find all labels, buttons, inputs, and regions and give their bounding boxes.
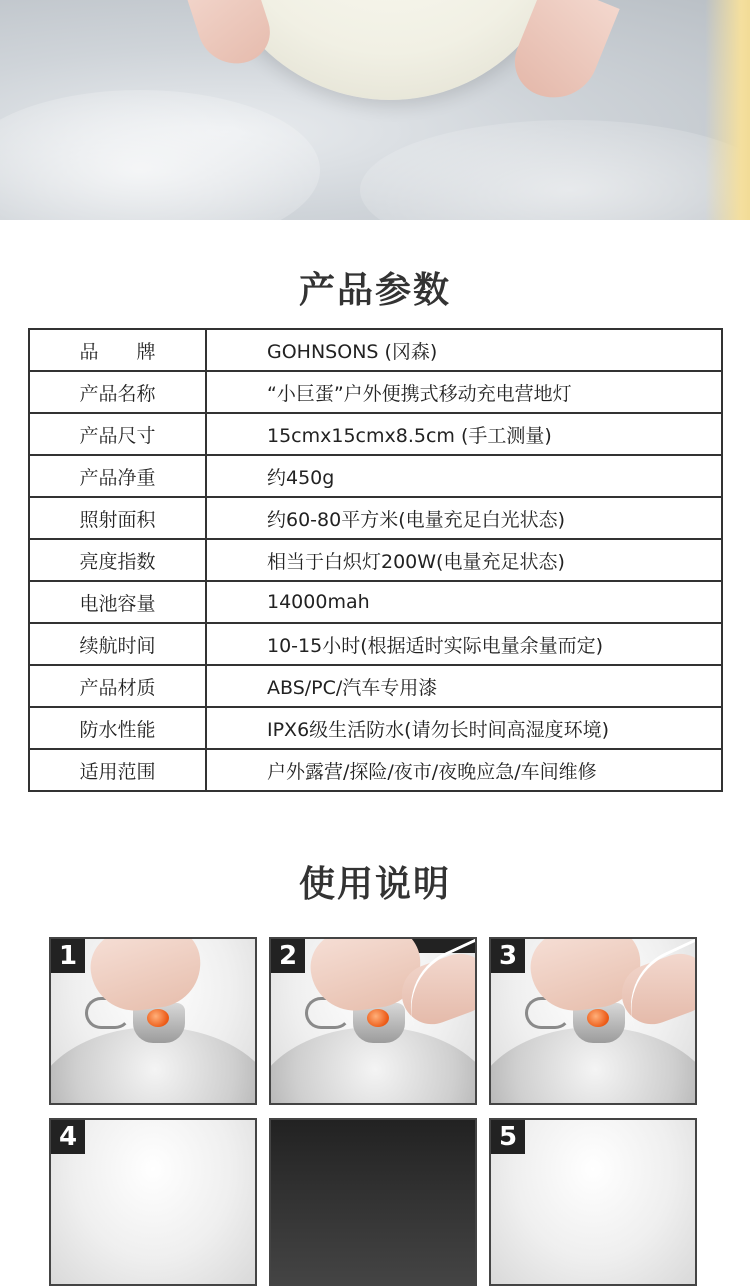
spec-row — [29, 539, 722, 581]
spec-row — [29, 749, 722, 791]
spec-key: 适用范围 — [29, 749, 206, 791]
power-button-image — [587, 1009, 609, 1027]
power-button-image — [367, 1009, 389, 1027]
usage-section-title: 使用说明 — [298, 864, 451, 905]
spec-key: 产品净重 — [29, 455, 206, 497]
spec-row — [29, 497, 722, 539]
spec-key: 产品材质 — [29, 665, 206, 707]
spec-key: 品 牌 — [29, 329, 206, 371]
step-photo-background — [271, 1120, 475, 1284]
spec-table — [28, 328, 723, 792]
spec-value: ABS/PC/汽车专用漆 — [206, 665, 722, 707]
power-button-image — [147, 1009, 169, 1027]
spec-row — [29, 707, 722, 749]
spec-value: “小巨蛋”户外便携式移动充电营地灯 — [206, 371, 722, 413]
usage-step-image — [269, 937, 477, 1105]
usage-step-image — [489, 937, 697, 1105]
hero-product-photo — [0, 0, 750, 220]
spec-row — [29, 665, 722, 707]
spec-row — [29, 455, 722, 497]
spec-row — [29, 413, 722, 455]
spec-key: 防水性能 — [29, 707, 206, 749]
hero-background-blur — [0, 90, 320, 220]
spec-key: 产品名称 — [29, 371, 206, 413]
spec-value: 14000mah — [206, 581, 722, 623]
hero-edge-accent — [705, 0, 750, 220]
spec-value: 约60-80平方米(电量充足白光状态) — [206, 497, 722, 539]
spec-row — [29, 623, 722, 665]
spec-row — [29, 371, 722, 413]
spec-row — [29, 329, 722, 371]
spec-value: 10-15小时(根据适时实际电量余量而定) — [206, 623, 722, 665]
spec-value: 约450g — [206, 455, 722, 497]
spec-key: 亮度指数 — [29, 539, 206, 581]
spec-key: 照射面积 — [29, 497, 206, 539]
step-number: 5 — [491, 1120, 525, 1154]
usage-step-image — [489, 1118, 697, 1286]
usage-step-image — [269, 1118, 477, 1286]
spec-value: 户外露营/探险/夜市/夜晚应急/车间维修 — [206, 749, 722, 791]
spec-value: IPX6级生活防水(请勿长时间高湿度环境) — [206, 707, 722, 749]
spec-value: GOHNSONS (冈森) — [206, 329, 722, 371]
spec-section-title: 产品参数 — [298, 270, 451, 311]
usage-step-image — [49, 1118, 257, 1286]
step-number: 4 — [51, 1120, 85, 1154]
spec-key: 续航时间 — [29, 623, 206, 665]
usage-step-image — [49, 937, 257, 1105]
step-number: 1 — [51, 939, 85, 973]
spec-key: 产品尺寸 — [29, 413, 206, 455]
spec-key: 电池容量 — [29, 581, 206, 623]
hero-background-blur — [360, 120, 750, 220]
spec-row — [29, 581, 722, 623]
hand-left-image — [182, 0, 278, 73]
spec-value: 相当于白炽灯200W(电量充足状态) — [206, 539, 722, 581]
step-number: 2 — [271, 939, 305, 973]
step-number: 3 — [491, 939, 525, 973]
spec-value: 15cmx15cmx8.5cm (手工测量) — [206, 413, 722, 455]
